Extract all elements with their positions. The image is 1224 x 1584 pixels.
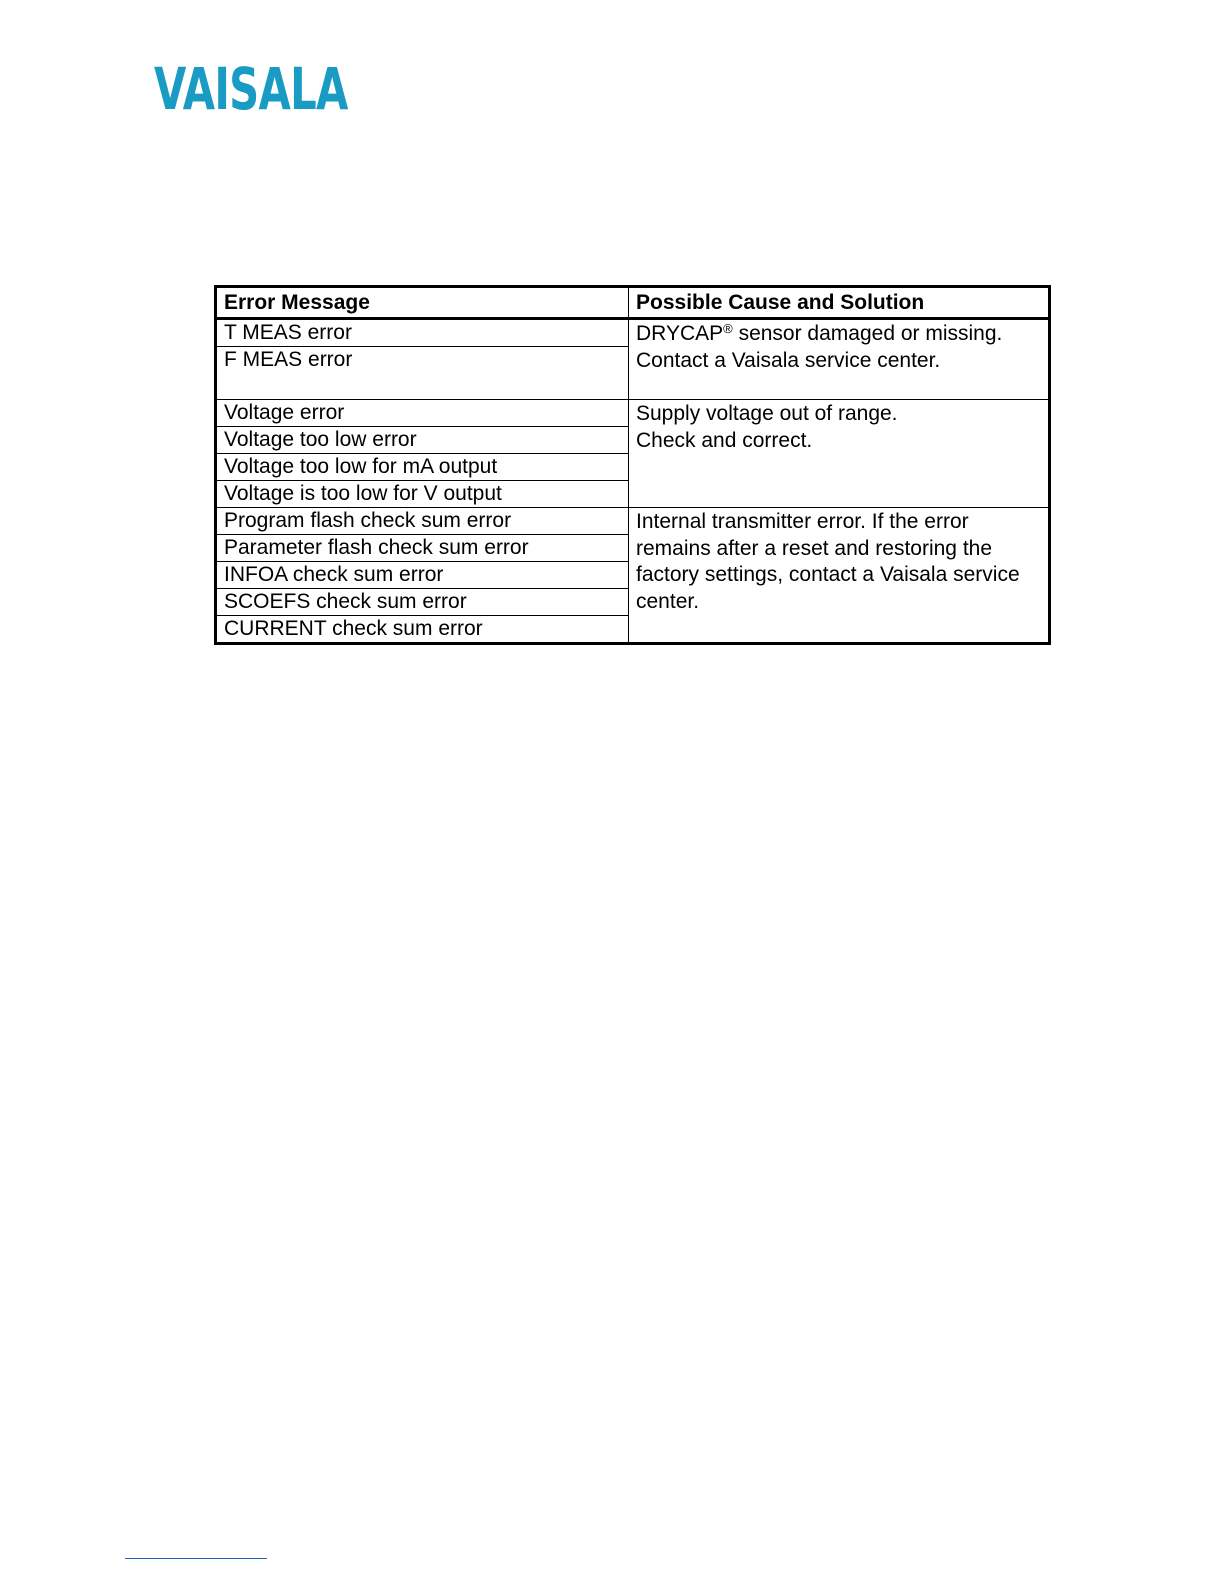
error-message-cell: Voltage error	[216, 400, 629, 427]
table-row	[216, 319, 1050, 347]
cause-cell-sensor	[629, 319, 1050, 400]
cause-voltage-line1: Supply voltage out of range.	[636, 402, 898, 425]
registered-mark: ®	[723, 321, 733, 336]
error-message-cell: CURRENT check sum error	[216, 616, 629, 644]
error-message-cell: T MEAS error	[216, 319, 629, 347]
cause-drycap: DRYCAP	[636, 322, 724, 345]
footer-rule	[125, 1558, 267, 1559]
error-message-cell: Program flash check sum error	[216, 508, 629, 535]
table-row	[216, 508, 1050, 535]
cause-cell-internal: Internal transmitter error. If the error remains after a reset and restoring the factory settings, contact a Vaisala service center.	[629, 508, 1050, 644]
table-row	[216, 400, 1050, 427]
error-message-table	[214, 285, 1051, 645]
error-message-cell: Parameter flash check sum error	[216, 535, 629, 562]
error-message-cell: F MEAS error	[216, 347, 629, 400]
cause-sensor-text: sensor damaged or missing. Contact a Vaisala service center.	[636, 322, 1003, 372]
header-error-message: Error Message	[216, 287, 629, 319]
error-message-cell: Voltage too low for mA output	[216, 454, 629, 481]
cause-voltage-line2: Check and correct.	[636, 428, 813, 452]
error-message-cell: Voltage too low error	[216, 427, 629, 454]
header-possible-cause: Possible Cause and Solution	[629, 287, 1050, 319]
error-message-cell: SCOEFS check sum error	[216, 589, 629, 616]
vaisala-logo: VAISALA	[154, 55, 348, 123]
error-message-cell: INFOA check sum error	[216, 562, 629, 589]
error-message-cell: Voltage is too low for V output	[216, 481, 629, 508]
table-header-row	[216, 287, 1050, 319]
cause-cell-voltage	[629, 400, 1050, 508]
